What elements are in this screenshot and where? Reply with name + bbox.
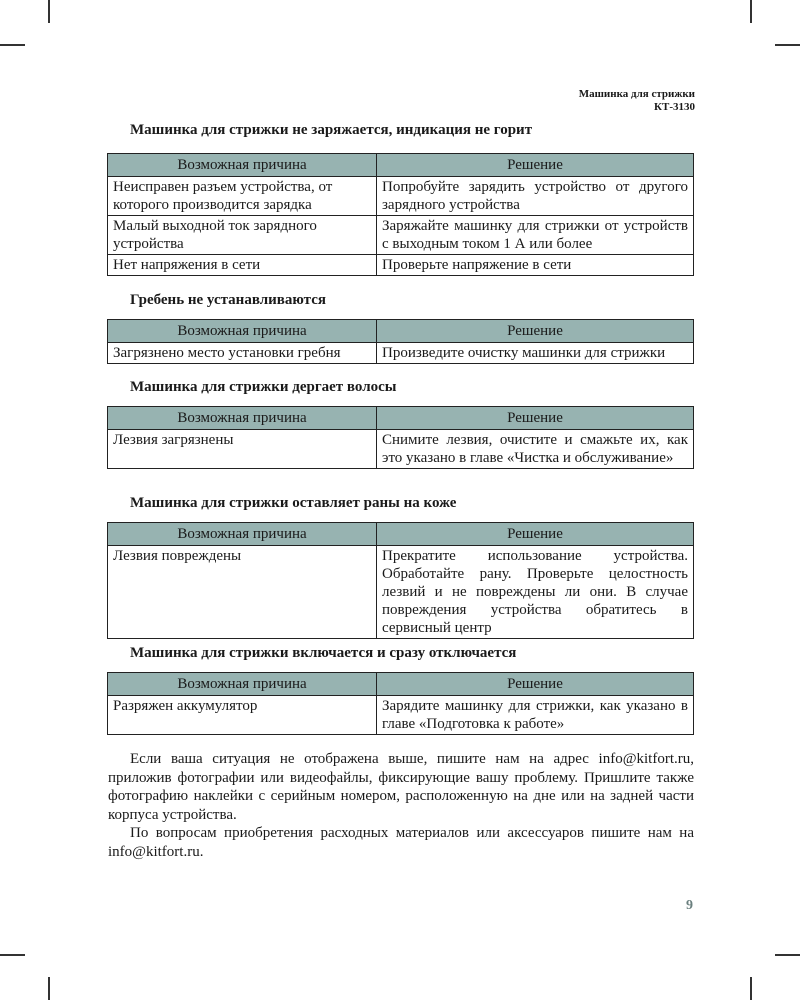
header-cause: Возможная причина — [108, 154, 377, 177]
table-row — [108, 430, 694, 469]
cause-cell: Лезвия загрязнены — [108, 430, 377, 469]
crop-mark — [750, 977, 752, 1000]
table-header-row — [108, 523, 694, 546]
cause-cell: Неисправен разъем устройства, от которого производится зарядка — [108, 177, 377, 216]
crop-mark — [750, 0, 752, 23]
header-solution: Решение — [377, 154, 694, 177]
table-header-row — [108, 407, 694, 430]
section-title: Машинка для стрижки не заряжается, индикация не горит — [130, 122, 533, 138]
table-row — [108, 255, 694, 276]
accessories-paragraph: По вопросам приобретения расходных материалов или аксессуаров пишите нам на info@kitfort.ru. — [108, 825, 694, 860]
solution-cell: Прекратите использование устройства. Обработайте рану. Проверьте целостность лезвий и не повреждены ли они. В случае повреждения устройства обратитесь в сервисный центр — [377, 546, 694, 639]
troubleshooting-table — [107, 319, 694, 364]
troubleshooting-table — [107, 406, 694, 469]
header-cause: Возможная причина — [108, 407, 377, 430]
table-header-row — [108, 320, 694, 343]
cause-cell: Нет напряжения в сети — [108, 255, 377, 276]
header-solution: Решение — [377, 673, 694, 696]
header-cause: Возможная причина — [108, 673, 377, 696]
cause-cell: Разряжен аккумулятор — [108, 696, 377, 735]
solution-cell: Зарядите машинку для стрижки, как указано в главе «Подготовка к работе» — [377, 696, 694, 735]
table-header-row — [108, 673, 694, 696]
solution-cell: Произведите очистку машинки для стрижки — [377, 343, 694, 364]
header-solution: Решение — [377, 523, 694, 546]
contact-paragraph: Если ваша ситуация не отображена выше, пишите нам на адрес info@kitfort.ru, приложив фотографии или видеофайлы, фиксирующие вашу проблему. Пришлите также фотографию наклейки с серийным номером, расположенную на дне или на задней части корпуса устройства. — [108, 751, 694, 823]
section-title: Машинка для стрижки дергает волосы — [130, 379, 397, 395]
table-header-row — [108, 154, 694, 177]
table-row — [108, 216, 694, 255]
troubleshooting-table — [107, 522, 694, 639]
section-title: Машинка для стрижки включается и сразу отключается — [130, 645, 517, 661]
crop-mark — [0, 954, 25, 956]
table-row — [108, 177, 694, 216]
cause-cell: Лезвия повреждены — [108, 546, 377, 639]
crop-mark — [0, 44, 25, 46]
contact-paragraphs — [108, 750, 694, 861]
header-cause: Возможная причина — [108, 523, 377, 546]
solution-cell: Заряжайте машинку для стрижки от устройств с выходным током 1 А или более — [377, 216, 694, 255]
running-header — [579, 88, 695, 114]
cause-cell: Загрязнено место установки гребня — [108, 343, 377, 364]
crop-mark — [48, 0, 50, 23]
table-row — [108, 546, 694, 639]
section-title: Машинка для стрижки оставляет раны на коже — [130, 495, 457, 511]
solution-cell: Попробуйте зарядить устройство от другого зарядного устройства — [377, 177, 694, 216]
table-row — [108, 343, 694, 364]
crop-mark — [48, 977, 50, 1000]
header-model: КТ-3130 — [654, 101, 695, 113]
cause-cell: Малый выходной ток зарядного устройства — [108, 216, 377, 255]
troubleshooting-table — [107, 672, 694, 735]
troubleshooting-table — [107, 153, 694, 276]
header-solution: Решение — [377, 320, 694, 343]
crop-mark — [775, 954, 800, 956]
crop-mark — [775, 44, 800, 46]
section-title: Гребень не устанавливаются — [130, 292, 326, 308]
header-product: Машинка для стрижки — [578, 88, 695, 100]
solution-cell: Снимите лезвия, очистите и смажьте их, как это указано в главе «Чистка и обслуживание» — [377, 430, 694, 469]
header-cause: Возможная причина — [108, 320, 377, 343]
header-solution: Решение — [377, 407, 694, 430]
table-row — [108, 696, 694, 735]
page-number: 9 — [686, 898, 693, 913]
solution-cell: Проверьте напряжение в сети — [377, 255, 694, 276]
